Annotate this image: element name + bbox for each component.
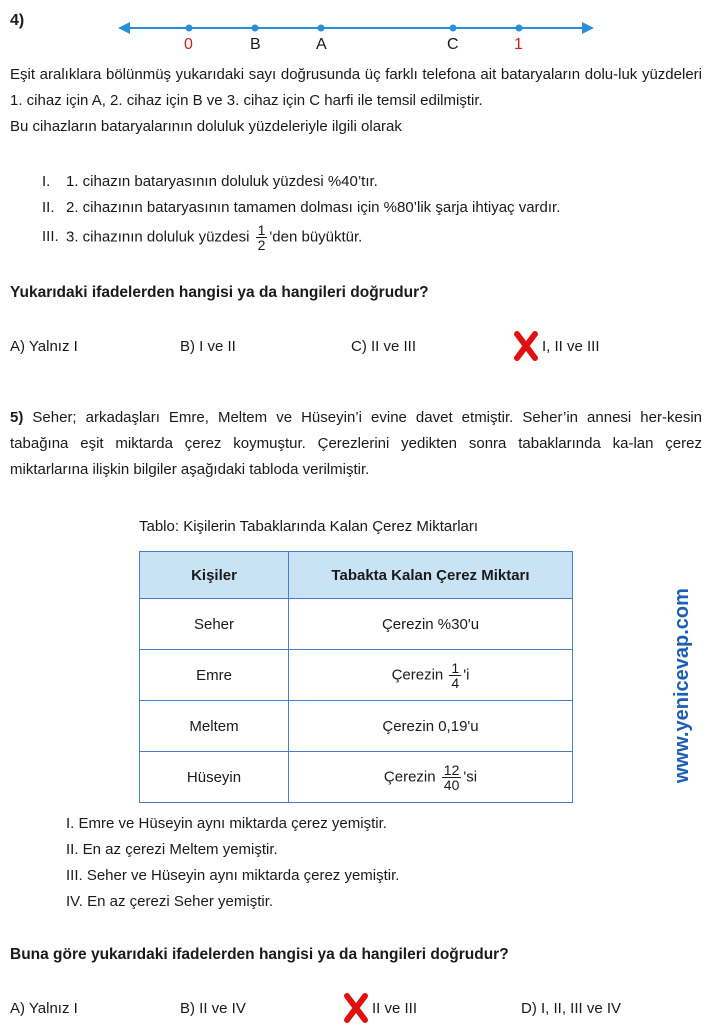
watermark-logo xyxy=(668,555,696,785)
table-cell-amount: Çerezin %30'u xyxy=(289,599,573,650)
answer-cross-mark-icon xyxy=(513,330,539,362)
question-5-option-a[interactable]: A) Yalnız I xyxy=(10,1000,78,1017)
fraction-denominator: 4 xyxy=(451,674,460,691)
fraction-twelve-fortieths xyxy=(442,763,462,792)
table-cell-name: Meltem xyxy=(140,701,289,752)
fraction-denominator: 2 xyxy=(257,237,266,253)
table-row xyxy=(140,701,573,752)
number-line-label-a: A xyxy=(316,36,327,53)
table-caption: Tablo: Kişilerin Tabaklarında Kalan Çerez Miktarları xyxy=(139,518,479,535)
question-4-intro: Eşit aralıklara bölünmüş yukarıdaki sayı doğrusunda üç farklı telefona ait bataryaların dolu-luk yüzdeleri 1. cihaz için A, 2. cihaz için B ve 3. cihaz için C harfi ile temsil edilmiştir. xyxy=(10,66,702,109)
question-5-prompt: Buna göre yukarıdaki ifadelerden hangisi ya da hangileri doğrudur? xyxy=(10,946,509,963)
question-5-intro-text: Seher; arkadaşları Emre, Meltem ve Hüseyin’i evine davet etmiştir. Seher’in annesi her-kesin tabağına eşit miktarda çerez koymuştur. Çerezlerini yedikten sonra tabaklarında ka-lan çerez miktarlarına ilişkin bilgiler aşağıdaki tabloda verilmiştir. xyxy=(10,409,703,478)
table-cell-name: Seher xyxy=(140,599,289,650)
number-line-point-0 xyxy=(186,25,193,32)
question-4-number: 4) xyxy=(10,12,25,29)
table-header-persons: Kişiler xyxy=(140,552,289,599)
question-4-prompt: Yukarıdaki ifadelerden hangisi ya da hangileri doğrudur? xyxy=(10,284,429,301)
number-line-label-0: 0 xyxy=(184,36,193,53)
table-header-row xyxy=(140,552,573,599)
question-5-statement-1: I. Emre ve Hüseyin aynı miktarda çerez yemiştir. xyxy=(66,815,387,832)
statement-text: 1. cihazın bataryasının doluluk yüzdesi %40’tır. xyxy=(66,173,378,190)
fraction-numerator: 1 xyxy=(257,222,266,238)
fraction-one-half xyxy=(256,223,268,252)
amount-suffix: 'i xyxy=(463,665,470,683)
number-line-right-arrow xyxy=(582,22,594,34)
question-5-number: 5) xyxy=(10,409,24,426)
fraction-numerator: 12 xyxy=(443,761,460,778)
number-line-label-c: C xyxy=(447,36,459,53)
number-line-point-b xyxy=(252,25,259,32)
question-4-option-a[interactable]: A) Yalnız I xyxy=(10,338,78,355)
question-5-option-c[interactable]: II ve III xyxy=(372,1000,418,1017)
number-line-point-a xyxy=(318,25,325,32)
table-row xyxy=(140,599,573,650)
amount-prefix: Çerezin xyxy=(391,665,444,683)
table-cell-amount xyxy=(289,752,573,803)
table-cell-amount: Çerezin 0,19'u xyxy=(289,701,573,752)
statement-roman: II. xyxy=(42,199,55,216)
statement-roman: III. xyxy=(42,228,59,246)
question-4-option-c[interactable]: C) II ve III xyxy=(351,338,417,355)
question-4-option-b[interactable]: B) I ve II xyxy=(180,338,236,355)
answer-cross-mark-icon xyxy=(343,992,369,1024)
number-line-point-1 xyxy=(516,25,523,32)
statement-text-end: 'den büyüktür. xyxy=(269,228,363,246)
fraction-one-quarter xyxy=(449,661,461,690)
question-5-option-b[interactable]: B) II ve IV xyxy=(180,1000,246,1017)
number-line-left-arrow xyxy=(118,22,130,34)
number-line-label-1: 1 xyxy=(514,36,523,53)
number-line-label-b: B xyxy=(250,36,261,53)
table-row xyxy=(140,752,573,803)
watermark-text: www.yenicevap.com xyxy=(671,588,693,783)
statement-text: 2. cihazının bataryasının tamamen dolması için %80’lik şarja ihtiyaç vardır. xyxy=(66,199,561,216)
table-cell-name: Emre xyxy=(140,650,289,701)
amount-suffix: 'si xyxy=(463,767,478,785)
amount-prefix: Çerezin xyxy=(383,767,436,785)
table-cell-amount xyxy=(289,650,573,701)
question-5-statement-4: IV. En az çerezi Seher yemiştir. xyxy=(66,893,274,910)
number-line-point-c xyxy=(450,25,457,32)
question-4-statement-2 xyxy=(42,195,560,221)
question-5-statement-2: II. En az çerezi Meltem yemiştir. xyxy=(66,841,278,858)
statement-roman: I. xyxy=(42,173,51,190)
cookie-table xyxy=(139,551,573,803)
question-4-statement-1 xyxy=(42,169,378,195)
fraction-denominator: 40 xyxy=(443,776,460,793)
table-header-amount: Tabakta Kalan Çerez Miktarı xyxy=(289,552,573,599)
fraction-numerator: 1 xyxy=(451,659,460,676)
question-5-intro xyxy=(10,405,702,483)
question-4-statement-3 xyxy=(42,223,362,252)
question-5-statement-3: III. Seher ve Hüseyin aynı miktarda çerez yemiştir. xyxy=(66,867,400,884)
table-row xyxy=(140,650,573,701)
table-cell-name: Hüseyin xyxy=(140,752,289,803)
question-4-intro-2: Bu cihazların bataryalarının doluluk yüzdeleriyle ilgili olarak xyxy=(10,118,402,135)
question-5-option-d[interactable]: D) I, II, III ve IV xyxy=(521,1000,622,1017)
statement-text: 3. cihazının doluluk yüzdesi xyxy=(66,228,250,246)
question-4-option-d[interactable]: I, II ve III xyxy=(542,338,600,355)
